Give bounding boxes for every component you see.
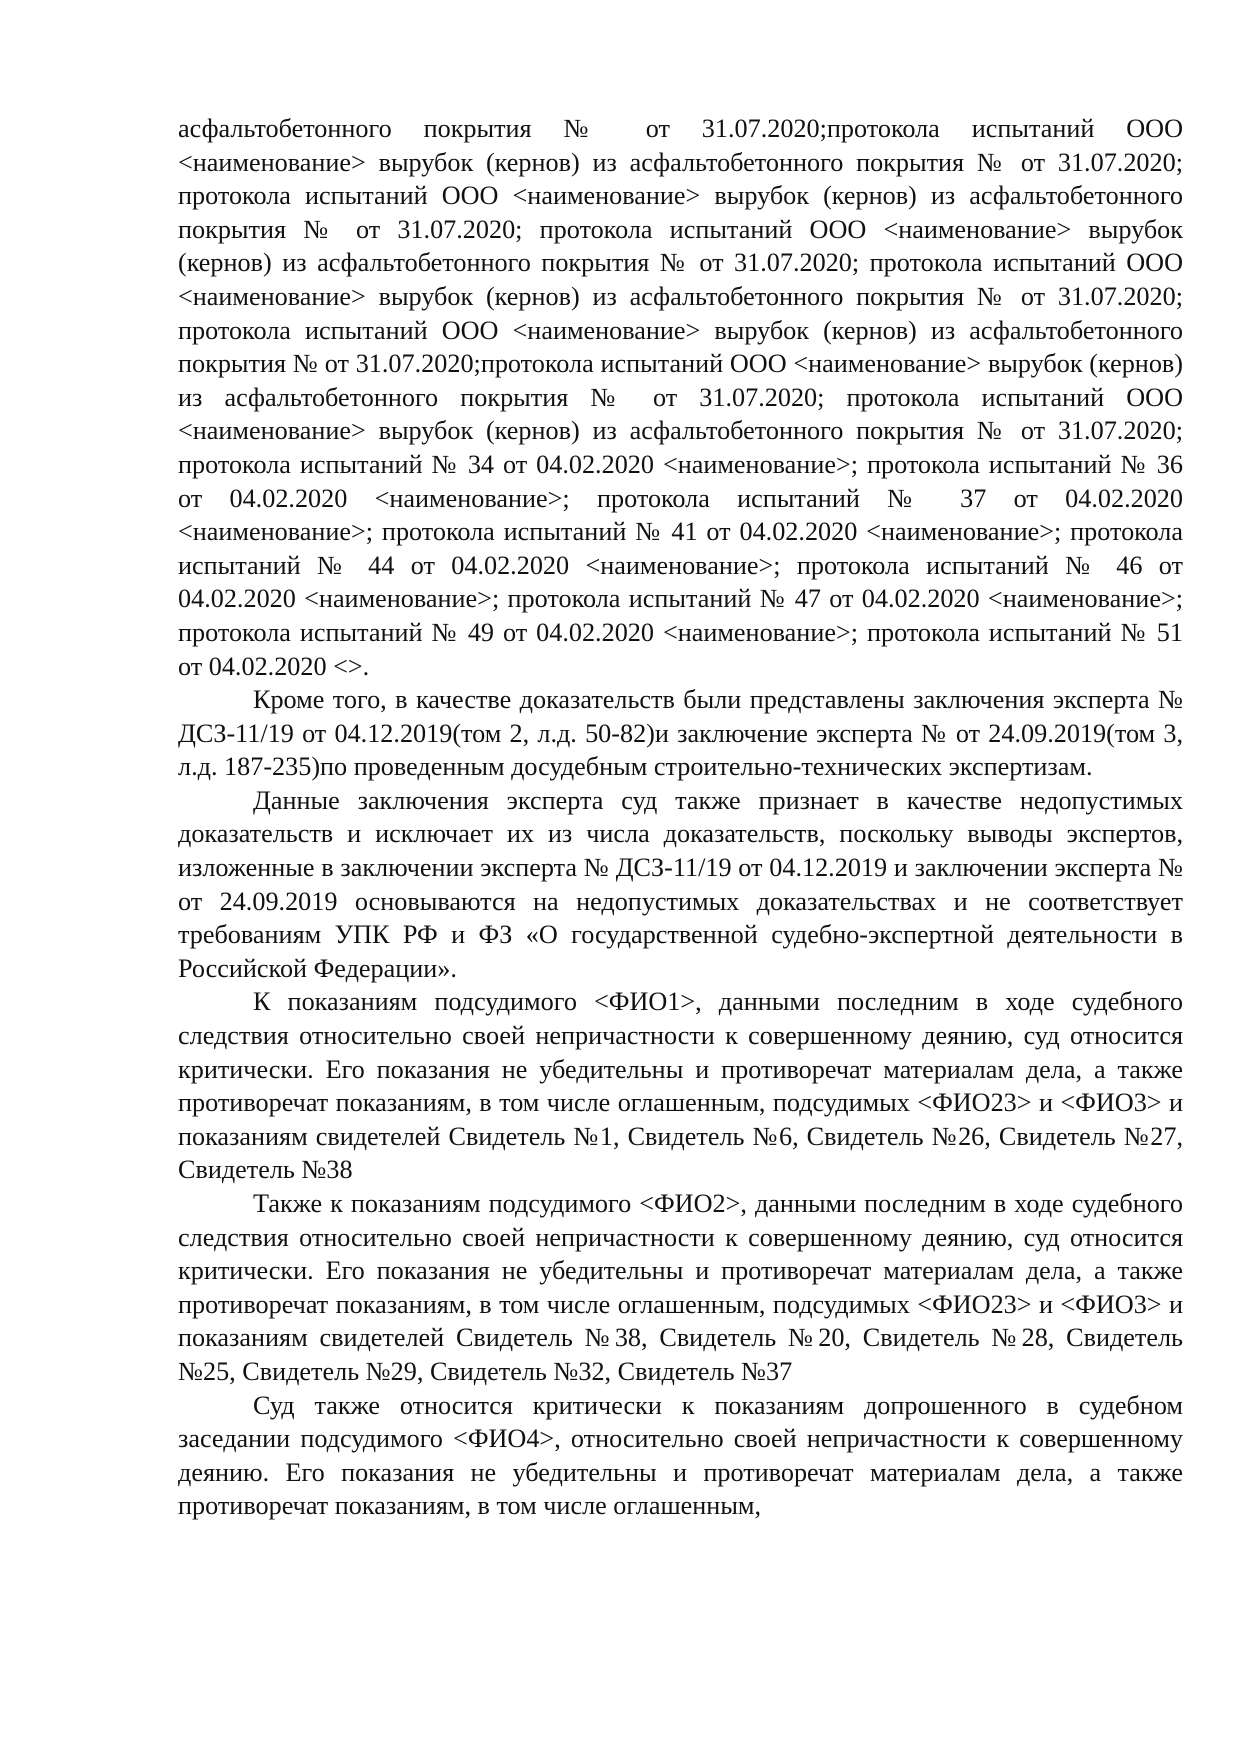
paragraph-test-protocols: асфальтобетонного покрытия № от 31.07.2020;протокола испытаний ООО <наименование> вырубок (кернов) из асфальтобетонного покрытия № от 31.07.2020; протокола испытаний ООО <наименование> вырубок (кернов) из асфальтобетонного покрытия № от 31.07.2020; протокола испытаний ООО <наименование> вырубок (кернов) из асфальтобетонного покрытия № от 31.07.2020; протокола испытаний ООО <наименование> вырубок (кернов) из асфальтобетонного покрытия № от 31.07.2020; протокола испытаний ООО <наименование> вырубок (кернов) из асфальтобетонного покрытия № от 31.07.2020;протокола испытаний ООО <наименование> вырубок (кернов) из асфальтобетонного покрытия № от 31.07.2020; протокола испытаний ООО <наименование> вырубок (кернов) из асфальтобетонного покрытия № от 31.07.2020; протокола испытаний № 34 от 04.02.2020 <наименование>; протокола испытаний № 36 от 04.02.2020 <наименование>; протокола испытаний № 37 от 04.02.2020 <наименование>; протокола испытаний № 41 от 04.02.2020 <наименование>; протокола испытаний № 44 от 04.02.2020 <наименование>; протокола испытаний № 46 от 04.02.2020 <наименование>; протокола испытаний № 47 от 04.02.2020 <наименование>; протокола испытаний № 49 от 04.02.2020 <наименование>; протокола испытаний № 51 от 04.02.2020 <>. xyxy=(178,114,1183,681)
paragraph-defendant-fio4-testimony: Суд также относится критически к показаниям допрошенного в судебном заседании подсудимого <ФИО4>, относительно своей непричастности к совершенному деянию. Его показания не убедительны и противоречат материалам дела, а также противоречат показаниям, в том числе оглашенным, xyxy=(178,1390,1183,1521)
paragraph-inadmissible-evidence: Данные заключения эксперта суд также признает в качестве недопустимых доказательств и исключает их из числа доказательств, поскольку выводы экспертов, изложенные в заключении эксперта № ДСЗ-11/19 от 04.12.2019 и заключении эксперта № от 24.09.2019 основываются на недопустимых доказательствах и не соответствует требованиям УПК РФ и ФЗ «О государственной судебно-экспертной деятельности в Российской Федерации». xyxy=(178,785,1183,983)
paragraph-defendant-fio2-testimony: Также к показаниям подсудимого <ФИО2>, данными последним в ходе судебного следствия относительно своей непричастности к совершенному деянию, суд относится критически. Его показания не убедительны и противоречат материалам дела, а также противоречат показаниям, в том числе оглашенным, подсудимых <ФИО23> и <ФИО3> и показаниям свидетелей Свидетель №38, Свидетель №20, Свидетель №28, Свидетель №25, Свидетель №29, Свидетель №32, Свидетель №37 xyxy=(178,1189,1183,1386)
paragraph-defendant-fio1-testimony: К показаниям подсудимого <ФИО1>, данными последним в ходе судебного следствия относительно своей непричастности к совершенному деянию, суд относится критически. Его показания не убедительны и противоречат материалам дела, а также противоречат показаниям, в том числе оглашенным, подсудимых <ФИО23> и <ФИО3> и показаниям свидетелей Свидетель №1, Свидетель №6, Свидетель №26, Свидетель №27, Свидетель №38 xyxy=(178,987,1183,1185)
document-page xyxy=(178,112,1183,1523)
paragraph-expert-conclusions: Кроме того, в качестве доказательств были представлены заключения эксперта № ДСЗ-11/19 от 04.12.2019(том 2, л.д. 50-82)и заключение эксперта № от 24.09.2019(том 3, л.д. 187-235)по проведенным досудебным строительно-технических экспертизам. xyxy=(178,685,1183,782)
